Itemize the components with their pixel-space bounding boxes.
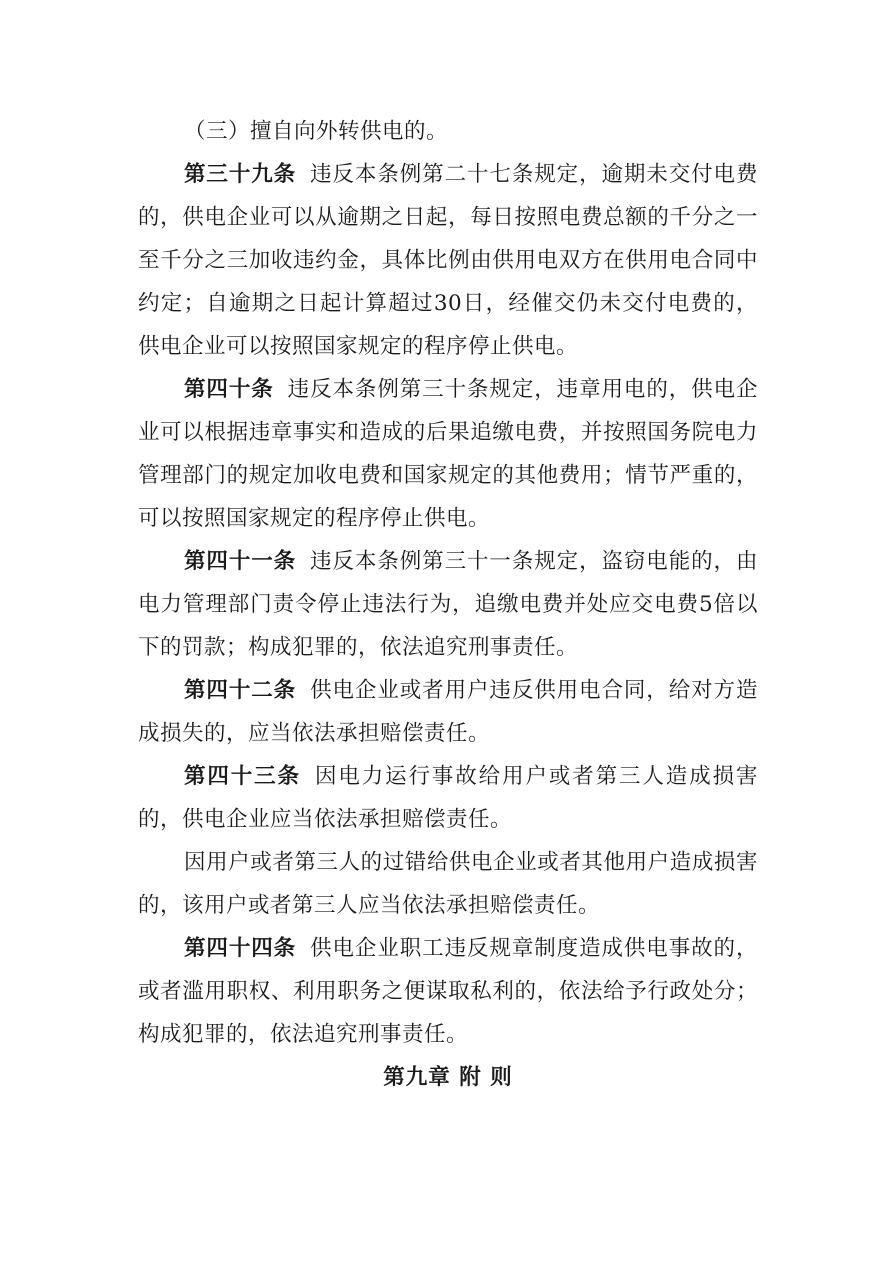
article-42 xyxy=(138,669,758,755)
article-43 xyxy=(138,755,758,841)
article-text: 违反本条例第三十条规定，违章用电的，供电企业可以根据违章事实和造成的后果追缴电费，并按照国务院电力管理部门的规定加收电费和国家规定的其他费用；情节严重的，可以按照国家规定的程序停止供电。 xyxy=(138,377,758,531)
article-40 xyxy=(138,368,758,540)
paragraph-text: 因用户或者第三人的过错给供电企业或者其他用户造成损害的，该用户或者第三人应当依法承担赔偿责任。 xyxy=(138,850,758,918)
article-44 xyxy=(138,927,758,1056)
article-text: 供电企业或者用户违反供用电合同，给对方造成损失的，应当依法承担赔偿责任。 xyxy=(138,678,758,746)
article-number: 第三十九条 xyxy=(184,162,297,187)
article-text: 因电力运行事故给用户或者第三人造成损害的，供电企业应当依法承担赔偿责任。 xyxy=(138,764,758,832)
article-text: 供电企业职工违反规章制度造成供电事故的，或者滥用职权、利用职务之便谋取私利的，依法给予行政处分；构成犯罪的，依法追究刑事责任。 xyxy=(138,936,758,1047)
article-number: 第四十三条 xyxy=(184,764,301,789)
article-number: 第四十一条 xyxy=(184,549,297,574)
article-text: 违反本条例第二十七条规定，逾期未交付电费的，供电企业可以从逾期之日起，每日按照电费总额的千分之一至千分之三加收违约金，具体比例由供用电双方在供用电合同中约定；自逾期之日起计算超过30日，经催交仍未交付电费的，供电企业可以按照国家规定的程序停止供电。 xyxy=(138,162,758,359)
article-41 xyxy=(138,540,758,669)
article-number: 第四十二条 xyxy=(184,678,297,703)
article-number: 第四十条 xyxy=(184,377,274,402)
regulation-text xyxy=(138,110,758,1099)
paragraph-item-3 xyxy=(138,110,758,153)
article-text: 违反本条例第三十一条规定，盗窃电能的，由电力管理部门责令停止违法行为，追缴电费并处应交电费5倍以下的罚款；构成犯罪的，依法追究刑事责任。 xyxy=(138,549,758,660)
paragraph-text: （三）擅自向外转供电的。 xyxy=(184,119,449,144)
article-number: 第四十四条 xyxy=(184,936,297,961)
article-43-paragraph-2 xyxy=(138,841,758,927)
article-39 xyxy=(138,153,758,368)
chapter-heading: 第九章 附 则 xyxy=(383,1065,513,1090)
